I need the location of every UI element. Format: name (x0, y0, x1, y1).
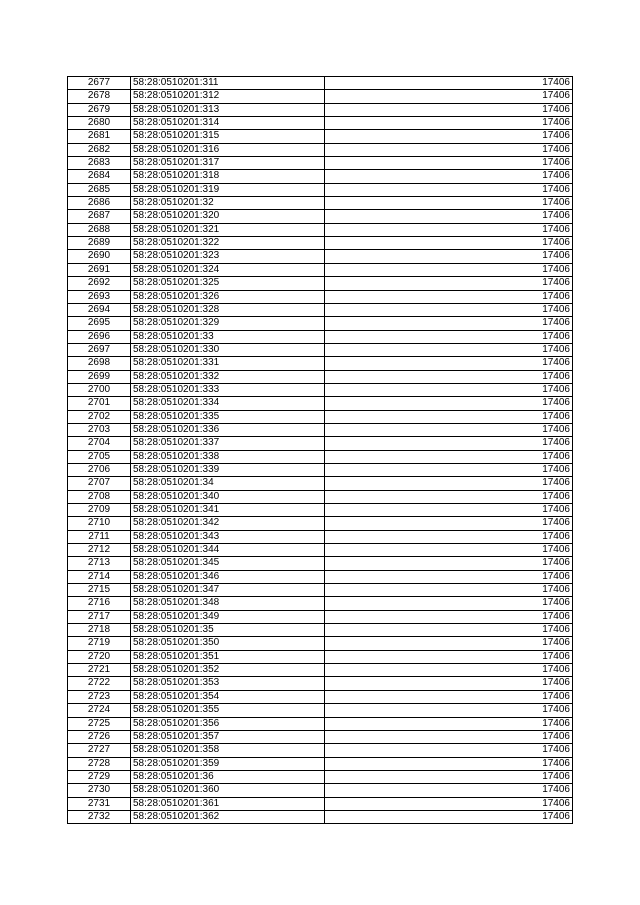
value-cell: 17406 (325, 397, 573, 410)
cadastral-number-cell: 58:28:0510201:35 (131, 624, 325, 637)
table-row (68, 544, 573, 557)
table-row (68, 450, 573, 463)
table-row (68, 103, 573, 116)
table-row (68, 610, 573, 623)
row-number-cell: 2682 (68, 143, 131, 156)
table-row (68, 77, 573, 90)
table-row (68, 717, 573, 730)
cadastral-number-cell: 58:28:0510201:357 (131, 730, 325, 743)
table-row (68, 383, 573, 396)
registry-table (67, 76, 573, 824)
row-number-cell: 2707 (68, 477, 131, 490)
cadastral-number-cell: 58:28:0510201:314 (131, 117, 325, 130)
table-row (68, 423, 573, 436)
value-cell: 17406 (325, 490, 573, 503)
table-row (68, 237, 573, 250)
value-cell: 17406 (325, 744, 573, 757)
row-number-cell: 2693 (68, 290, 131, 303)
table-row (68, 303, 573, 316)
table-row (68, 410, 573, 423)
cadastral-number-cell: 58:28:0510201:330 (131, 343, 325, 356)
value-cell: 17406 (325, 370, 573, 383)
value-cell: 17406 (325, 650, 573, 663)
row-number-cell: 2688 (68, 223, 131, 236)
table-row (68, 757, 573, 770)
cadastral-number-cell: 58:28:0510201:342 (131, 517, 325, 530)
cadastral-number-cell: 58:28:0510201:32 (131, 197, 325, 210)
row-number-cell: 2712 (68, 544, 131, 557)
table-row (68, 557, 573, 570)
table-row (68, 343, 573, 356)
table-row (68, 290, 573, 303)
registry-table-body (68, 77, 573, 824)
cadastral-number-cell: 58:28:0510201:333 (131, 383, 325, 396)
row-number-cell: 2709 (68, 504, 131, 517)
row-number-cell: 2698 (68, 357, 131, 370)
row-number-cell: 2711 (68, 530, 131, 543)
row-number-cell: 2679 (68, 103, 131, 116)
table-row (68, 357, 573, 370)
cadastral-number-cell: 58:28:0510201:324 (131, 263, 325, 276)
cadastral-number-cell: 58:28:0510201:347 (131, 584, 325, 597)
cadastral-number-cell: 58:28:0510201:335 (131, 410, 325, 423)
cadastral-number-cell: 58:28:0510201:338 (131, 450, 325, 463)
value-cell: 17406 (325, 677, 573, 690)
row-number-cell: 2723 (68, 690, 131, 703)
table-row (68, 477, 573, 490)
value-cell: 17406 (325, 664, 573, 677)
cadastral-number-cell: 58:28:0510201:36 (131, 770, 325, 783)
table-row (68, 143, 573, 156)
row-number-cell: 2713 (68, 557, 131, 570)
value-cell: 17406 (325, 383, 573, 396)
table-row (68, 397, 573, 410)
value-cell: 17406 (325, 530, 573, 543)
value-cell: 17406 (325, 103, 573, 116)
value-cell: 17406 (325, 423, 573, 436)
table-row (68, 624, 573, 637)
cadastral-number-cell: 58:28:0510201:339 (131, 463, 325, 476)
row-number-cell: 2691 (68, 263, 131, 276)
table-row (68, 650, 573, 663)
cadastral-number-cell: 58:28:0510201:322 (131, 237, 325, 250)
value-cell: 17406 (325, 410, 573, 423)
value-cell: 17406 (325, 210, 573, 223)
value-cell: 17406 (325, 157, 573, 170)
row-number-cell: 2718 (68, 624, 131, 637)
value-cell: 17406 (325, 263, 573, 276)
row-number-cell: 2697 (68, 343, 131, 356)
row-number-cell: 2715 (68, 584, 131, 597)
value-cell: 17406 (325, 477, 573, 490)
row-number-cell: 2722 (68, 677, 131, 690)
cadastral-number-cell: 58:28:0510201:33 (131, 330, 325, 343)
table-row (68, 210, 573, 223)
table-row (68, 570, 573, 583)
row-number-cell: 2725 (68, 717, 131, 730)
cadastral-number-cell: 58:28:0510201:325 (131, 277, 325, 290)
value-cell: 17406 (325, 624, 573, 637)
row-number-cell: 2721 (68, 664, 131, 677)
row-number-cell: 2728 (68, 757, 131, 770)
row-number-cell: 2700 (68, 383, 131, 396)
row-number-cell: 2701 (68, 397, 131, 410)
table-row (68, 690, 573, 703)
cadastral-number-cell: 58:28:0510201:328 (131, 303, 325, 316)
cadastral-number-cell: 58:28:0510201:316 (131, 143, 325, 156)
table-row (68, 504, 573, 517)
table-row (68, 463, 573, 476)
value-cell: 17406 (325, 810, 573, 823)
value-cell: 17406 (325, 250, 573, 263)
value-cell: 17406 (325, 610, 573, 623)
cadastral-number-cell: 58:28:0510201:360 (131, 784, 325, 797)
value-cell: 17406 (325, 770, 573, 783)
row-number-cell: 2732 (68, 810, 131, 823)
value-cell: 17406 (325, 343, 573, 356)
table-row (68, 584, 573, 597)
cadastral-number-cell: 58:28:0510201:359 (131, 757, 325, 770)
value-cell: 17406 (325, 357, 573, 370)
value-cell: 17406 (325, 517, 573, 530)
cadastral-number-cell: 58:28:0510201:336 (131, 423, 325, 436)
value-cell: 17406 (325, 597, 573, 610)
table-row (68, 170, 573, 183)
value-cell: 17406 (325, 77, 573, 90)
row-number-cell: 2687 (68, 210, 131, 223)
cadastral-number-cell: 58:28:0510201:312 (131, 90, 325, 103)
cadastral-number-cell: 58:28:0510201:320 (131, 210, 325, 223)
cadastral-number-cell: 58:28:0510201:326 (131, 290, 325, 303)
cadastral-number-cell: 58:28:0510201:348 (131, 597, 325, 610)
row-number-cell: 2727 (68, 744, 131, 757)
table-row (68, 517, 573, 530)
value-cell: 17406 (325, 330, 573, 343)
row-number-cell: 2702 (68, 410, 131, 423)
value-cell: 17406 (325, 130, 573, 143)
cadastral-number-cell: 58:28:0510201:332 (131, 370, 325, 383)
cadastral-number-cell: 58:28:0510201:329 (131, 317, 325, 330)
table-row (68, 597, 573, 610)
value-cell: 17406 (325, 290, 573, 303)
table-row (68, 263, 573, 276)
row-number-cell: 2720 (68, 650, 131, 663)
cadastral-number-cell: 58:28:0510201:354 (131, 690, 325, 703)
cadastral-number-cell: 58:28:0510201:315 (131, 130, 325, 143)
table-row (68, 730, 573, 743)
row-number-cell: 2677 (68, 77, 131, 90)
table-row (68, 197, 573, 210)
table-row (68, 183, 573, 196)
cadastral-number-cell: 58:28:0510201:358 (131, 744, 325, 757)
cadastral-number-cell: 58:28:0510201:345 (131, 557, 325, 570)
value-cell: 17406 (325, 90, 573, 103)
table-row (68, 130, 573, 143)
table-row (68, 490, 573, 503)
cadastral-number-cell: 58:28:0510201:351 (131, 650, 325, 663)
table-row (68, 810, 573, 823)
row-number-cell: 2714 (68, 570, 131, 583)
value-cell: 17406 (325, 730, 573, 743)
row-number-cell: 2704 (68, 437, 131, 450)
cadastral-number-cell: 58:28:0510201:346 (131, 570, 325, 583)
table-row (68, 797, 573, 810)
cadastral-number-cell: 58:28:0510201:311 (131, 77, 325, 90)
cadastral-number-cell: 58:28:0510201:355 (131, 704, 325, 717)
value-cell: 17406 (325, 584, 573, 597)
value-cell: 17406 (325, 463, 573, 476)
table-row (68, 704, 573, 717)
table-row (68, 330, 573, 343)
row-number-cell: 2708 (68, 490, 131, 503)
cadastral-number-cell: 58:28:0510201:323 (131, 250, 325, 263)
cadastral-number-cell: 58:28:0510201:349 (131, 610, 325, 623)
cadastral-number-cell: 58:28:0510201:353 (131, 677, 325, 690)
row-number-cell: 2695 (68, 317, 131, 330)
value-cell: 17406 (325, 784, 573, 797)
table-row (68, 317, 573, 330)
value-cell: 17406 (325, 170, 573, 183)
value-cell: 17406 (325, 717, 573, 730)
cadastral-number-cell: 58:28:0510201:321 (131, 223, 325, 236)
table-row (68, 744, 573, 757)
cadastral-number-cell: 58:28:0510201:341 (131, 504, 325, 517)
row-number-cell: 2729 (68, 770, 131, 783)
row-number-cell: 2705 (68, 450, 131, 463)
row-number-cell: 2692 (68, 277, 131, 290)
cadastral-number-cell: 58:28:0510201:362 (131, 810, 325, 823)
value-cell: 17406 (325, 637, 573, 650)
row-number-cell: 2703 (68, 423, 131, 436)
value-cell: 17406 (325, 504, 573, 517)
cadastral-number-cell: 58:28:0510201:361 (131, 797, 325, 810)
table-row (68, 250, 573, 263)
table-row (68, 530, 573, 543)
cadastral-number-cell: 58:28:0510201:344 (131, 544, 325, 557)
value-cell: 17406 (325, 690, 573, 703)
row-number-cell: 2710 (68, 517, 131, 530)
value-cell: 17406 (325, 183, 573, 196)
row-number-cell: 2726 (68, 730, 131, 743)
row-number-cell: 2694 (68, 303, 131, 316)
value-cell: 17406 (325, 437, 573, 450)
cadastral-number-cell: 58:28:0510201:343 (131, 530, 325, 543)
value-cell: 17406 (325, 797, 573, 810)
row-number-cell: 2696 (68, 330, 131, 343)
row-number-cell: 2719 (68, 637, 131, 650)
row-number-cell: 2678 (68, 90, 131, 103)
value-cell: 17406 (325, 757, 573, 770)
cadastral-number-cell: 58:28:0510201:334 (131, 397, 325, 410)
cadastral-number-cell: 58:28:0510201:352 (131, 664, 325, 677)
value-cell: 17406 (325, 450, 573, 463)
value-cell: 17406 (325, 704, 573, 717)
cadastral-number-cell: 58:28:0510201:331 (131, 357, 325, 370)
value-cell: 17406 (325, 237, 573, 250)
table-row (68, 370, 573, 383)
value-cell: 17406 (325, 223, 573, 236)
value-cell: 17406 (325, 317, 573, 330)
table-row (68, 664, 573, 677)
cadastral-number-cell: 58:28:0510201:337 (131, 437, 325, 450)
row-number-cell: 2699 (68, 370, 131, 383)
row-number-cell: 2706 (68, 463, 131, 476)
value-cell: 17406 (325, 544, 573, 557)
value-cell: 17406 (325, 277, 573, 290)
value-cell: 17406 (325, 303, 573, 316)
row-number-cell: 2716 (68, 597, 131, 610)
table-row (68, 637, 573, 650)
cadastral-number-cell: 58:28:0510201:356 (131, 717, 325, 730)
cadastral-number-cell: 58:28:0510201:313 (131, 103, 325, 116)
table-row (68, 437, 573, 450)
table-row (68, 677, 573, 690)
row-number-cell: 2724 (68, 704, 131, 717)
row-number-cell: 2717 (68, 610, 131, 623)
row-number-cell: 2680 (68, 117, 131, 130)
table-row (68, 770, 573, 783)
table-row (68, 90, 573, 103)
cadastral-number-cell: 58:28:0510201:340 (131, 490, 325, 503)
value-cell: 17406 (325, 143, 573, 156)
row-number-cell: 2683 (68, 157, 131, 170)
row-number-cell: 2681 (68, 130, 131, 143)
row-number-cell: 2685 (68, 183, 131, 196)
row-number-cell: 2731 (68, 797, 131, 810)
value-cell: 17406 (325, 197, 573, 210)
row-number-cell: 2730 (68, 784, 131, 797)
row-number-cell: 2686 (68, 197, 131, 210)
row-number-cell: 2689 (68, 237, 131, 250)
cadastral-number-cell: 58:28:0510201:319 (131, 183, 325, 196)
row-number-cell: 2690 (68, 250, 131, 263)
cadastral-number-cell: 58:28:0510201:318 (131, 170, 325, 183)
value-cell: 17406 (325, 117, 573, 130)
table-row (68, 117, 573, 130)
value-cell: 17406 (325, 557, 573, 570)
cadastral-number-cell: 58:28:0510201:350 (131, 637, 325, 650)
value-cell: 17406 (325, 570, 573, 583)
table-row (68, 223, 573, 236)
table-row (68, 157, 573, 170)
cadastral-number-cell: 58:28:0510201:317 (131, 157, 325, 170)
cadastral-number-cell: 58:28:0510201:34 (131, 477, 325, 490)
table-row (68, 277, 573, 290)
table-row (68, 784, 573, 797)
row-number-cell: 2684 (68, 170, 131, 183)
